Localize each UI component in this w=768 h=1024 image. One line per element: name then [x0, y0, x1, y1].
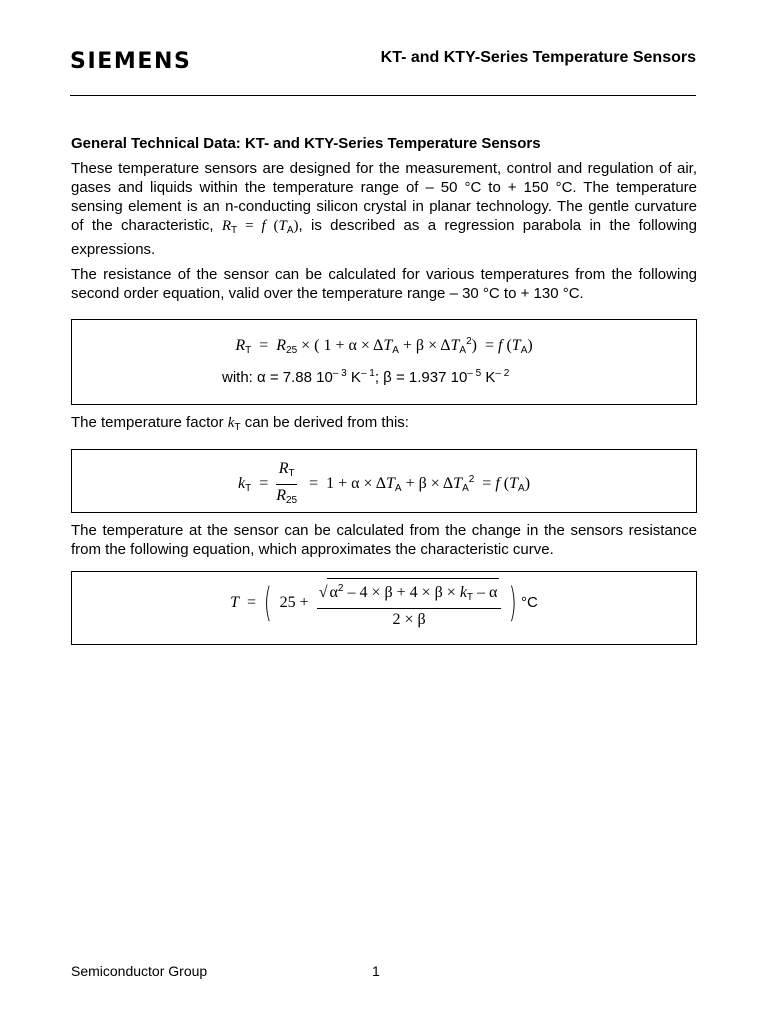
siemens-logo: SIEMENS	[70, 49, 192, 74]
temperature-factor-equation-box	[71, 449, 697, 513]
resistance-equation: $R_T = R_{25}$ × ( $1 + \alpha \times \Delta T_A + \beta \times \Delta T_A^2) = f$ $(T_A)$	[235, 336, 533, 356]
coefficient-values: with: α = 7.88 $10^{- 3}$ $K^{- 1}$; β = 1.937 $10^{- 5}$ $K^{- 2}$	[222, 368, 510, 386]
intro-paragraph: These temperature sensors are designed for the measurement, control and regulation of air, gases and liquids within the temperature range of – 50 °C to + 150 °C. The temperature sensing element is an n-conducting silicon crystal in planar technology. The gentle curvature of the characteristic, $R_T = f$ $(T_A)$, is described as a regression parabola in the following expressions.	[71, 160, 697, 258]
header-divider	[70, 95, 696, 96]
resistance-equation-box	[71, 319, 697, 405]
sensor-temperature-equation-box	[71, 571, 697, 645]
resistance-paragraph: The resistance of the sensor can be calculated for various temperatures from the following second order equation, valid over the temperature range – 30 °C to + 130 °C.	[71, 266, 697, 302]
document-title: KT- and KTY-Series Temperature Sensors	[380, 49, 696, 66]
sensor-temperature-paragraph: The temperature at the sensor can be calculated from the change in the sensors resistance from the following equation, which approximates the characteristic curve.	[71, 522, 697, 558]
main-content	[71, 134, 697, 645]
footer-page-number: 1	[372, 963, 380, 979]
sqrt-fraction: $\frac{√ \alpha^2 - 4 \times \beta + 4 \times \beta \times k_T - \alpha}{2 \times \beta}$	[317, 578, 502, 629]
footer-company: Semiconductor Group	[71, 963, 208, 979]
temperature-factor-paragraph: The temperature factor $k_T$ can be derived from this:	[71, 414, 409, 433]
sensor-temperature-equation: T = ( 25 + $\frac{√ \alpha^2 - 4 \times \beta + 4 \times \beta \times k_T - \alpha}{2 \times \beta}$ ) °C	[230, 580, 538, 628]
temperature-factor-equation: $k_T$ = $\frac{R_T}{R_{25}}$ = $1 + \alpha \times \Delta T_A + \beta \times \Delta T_A^2 = f$ $(T_A)$	[72, 459, 696, 510]
section-heading: General Technical Data: KT- and KTY-Series Temperature Sensors	[71, 135, 541, 152]
rt-over-r25-fraction: $\frac{R_T}{R_{25}}$	[276, 460, 298, 506]
